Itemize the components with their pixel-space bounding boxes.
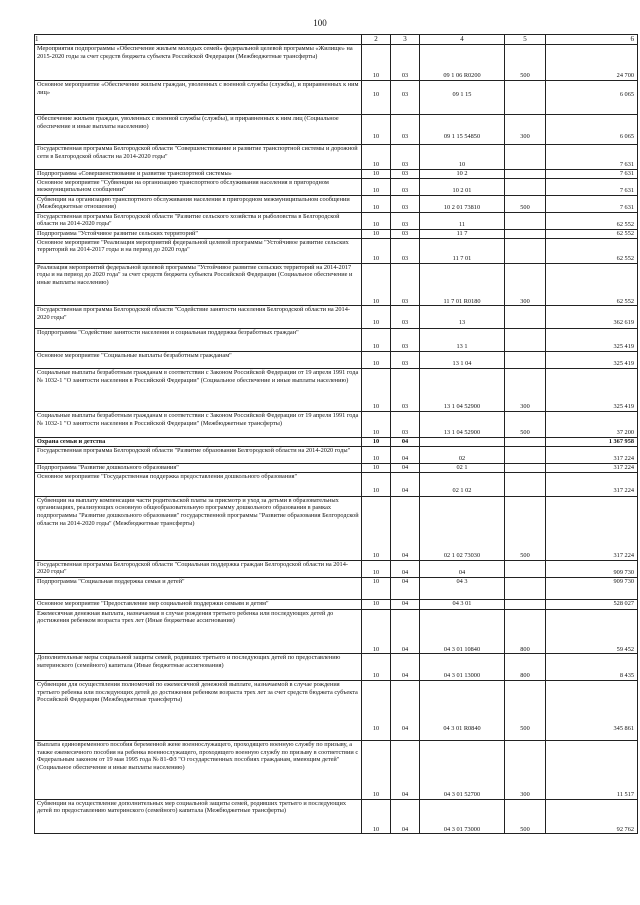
- cell-csr: 04: [420, 560, 505, 577]
- cell-csr: 13 1 04 52900: [420, 412, 505, 438]
- cell-r: 10: [362, 115, 391, 145]
- cell-sum: 7 631: [546, 178, 638, 195]
- cell-csr: 13 1: [420, 329, 505, 352]
- cell-vr: 500: [505, 412, 546, 438]
- header-row: [35, 35, 638, 45]
- header-cell: 2: [362, 35, 391, 45]
- cell-name: Государственная программа Белгородской области "Развитие сельского хозяйства и рыболовства в Белгородской области на 2014-2020 годы": [35, 212, 362, 229]
- cell-name: Субвенции для осуществления полномочий по ежемесячной денежной выплате, назначаемой в случае рождения третьего ребенка или последующих детей до достижения ребенком возраста трех лет за счет средств бюджета субъекта Российской Федерации (Межбюджетные трансферты): [35, 681, 362, 741]
- cell-pr: 04: [391, 463, 420, 472]
- table-row: [35, 496, 638, 560]
- cell-r: 10: [362, 560, 391, 577]
- cell-vr: 500: [505, 496, 546, 560]
- table-row: [35, 329, 638, 352]
- cell-vr: 500: [505, 799, 546, 834]
- cell-vr: [505, 463, 546, 472]
- table-row: [35, 306, 638, 329]
- cell-vr: 800: [505, 654, 546, 681]
- table-row: [35, 741, 638, 800]
- cell-csr: 02 1 02 73030: [420, 496, 505, 560]
- table-row: [35, 412, 638, 438]
- cell-pr: 03: [391, 329, 420, 352]
- cell-r: 10: [362, 599, 391, 609]
- cell-sum: 92 762: [546, 799, 638, 834]
- cell-csr: 04 3 01 13000: [420, 654, 505, 681]
- cell-vr: [505, 212, 546, 229]
- cell-r: 10: [362, 446, 391, 463]
- cell-vr: 800: [505, 609, 546, 654]
- cell-r: 10: [362, 238, 391, 263]
- cell-sum: 317 224: [546, 496, 638, 560]
- cell-r: 10: [362, 306, 391, 329]
- cell-csr: 13: [420, 306, 505, 329]
- table-row: [35, 609, 638, 654]
- cell-vr: [505, 329, 546, 352]
- cell-pr: 03: [391, 263, 420, 306]
- table-row: [35, 599, 638, 609]
- cell-name: Подпрограмма "Устойчивое развитие сельских территорий": [35, 229, 362, 238]
- cell-csr: 04 3 01 73000: [420, 799, 505, 834]
- cell-r: 10: [362, 437, 391, 446]
- cell-r: 10: [362, 212, 391, 229]
- cell-sum: 6 065: [546, 115, 638, 145]
- header-cell: 1: [35, 35, 362, 45]
- cell-r: 10: [362, 195, 391, 212]
- cell-pr: 03: [391, 145, 420, 170]
- cell-vr: [505, 472, 546, 496]
- cell-name: Подпрограмма "Содействие занятости населения и социальная поддержка безработных граждан": [35, 329, 362, 352]
- cell-name: Основное мероприятие "Государственная поддержка предоставления дошкольного образования": [35, 472, 362, 496]
- cell-csr: 04 3 01 10840: [420, 609, 505, 654]
- cell-name: Основное мероприятие "Предоставление мер социальной поддержки семьям и детям": [35, 599, 362, 609]
- cell-sum: 362 619: [546, 306, 638, 329]
- cell-name: Мероприятия подпрограммы «Обеспечение жильем молодых семей» федеральной целевой программы «Жилище» на 2015-2020 годы за счет средств бюджета субъекта Российской Федерации (Межбюджетные трансферты): [35, 45, 362, 81]
- table-row: [35, 45, 638, 81]
- cell-pr: 04: [391, 681, 420, 741]
- cell-vr: [505, 437, 546, 446]
- table-row: [35, 212, 638, 229]
- cell-r: 10: [362, 169, 391, 178]
- cell-vr: 500: [505, 681, 546, 741]
- cell-r: 10: [362, 472, 391, 496]
- cell-name: Реализация мероприятий федеральной целевой программы "Устойчивое развитие сельских территорий на 2014-2017 годы и на период до 2020 года" за счет средств бюджета субъекта Российской Федерации (Социальное обеспечение и иные выплаты населению): [35, 263, 362, 306]
- cell-r: 10: [362, 178, 391, 195]
- cell-sum: 909 730: [546, 577, 638, 599]
- cell-name: Основное мероприятие "Реализация мероприятий федеральной целевой программы "Устойчивое развитие сельских территорий на 2014-2017 годы и на период до 2020 года": [35, 238, 362, 263]
- cell-name: Дополнительные меры социальной защиты семей, родивших третьего и последующих детей по предоставлению материнского (семейного) капитала (Иные бюджетные ассигнования): [35, 654, 362, 681]
- cell-name: Основное мероприятие "Социальные выплаты безработным гражданам": [35, 352, 362, 369]
- table-row: [35, 463, 638, 472]
- cell-sum: 325 419: [546, 329, 638, 352]
- cell-r: 10: [362, 463, 391, 472]
- cell-pr: 04: [391, 741, 420, 800]
- cell-pr: 03: [391, 115, 420, 145]
- cell-name: Социальные выплаты безработным гражданам в соответствии с Законом Российской Федерации от 19 апреля 1991 года № 1032-1 "О занятости населения в Российской Федерации" (Межбюджетные трансферты): [35, 412, 362, 438]
- cell-r: 10: [362, 263, 391, 306]
- budget-table: [34, 34, 638, 834]
- cell-pr: 03: [391, 352, 420, 369]
- cell-pr: 04: [391, 654, 420, 681]
- cell-pr: 04: [391, 437, 420, 446]
- table-row: [35, 654, 638, 681]
- cell-pr: 04: [391, 799, 420, 834]
- cell-name: Социальные выплаты безработным гражданам в соответствии с Законом Российской Федерации от 19 апреля 1991 года № 1032-1 "О занятости населения в Российской Федерации" (Социальное обеспечение и иные выплаты населению): [35, 369, 362, 412]
- cell-csr: 09 1 06 R0200: [420, 45, 505, 81]
- cell-csr: 09 1 15: [420, 81, 505, 115]
- table-row: [35, 577, 638, 599]
- cell-sum: 8 435: [546, 654, 638, 681]
- cell-name: Основное мероприятие "Субвенции на организацию транспортного обслуживания населения в пригородном межмуниципальном сообщении": [35, 178, 362, 195]
- cell-csr: 13 1 04: [420, 352, 505, 369]
- cell-csr: 04 3 01 R0840: [420, 681, 505, 741]
- cell-r: 10: [362, 577, 391, 599]
- cell-sum: 59 452: [546, 609, 638, 654]
- table-row: [35, 799, 638, 834]
- cell-sum: 528 027: [546, 599, 638, 609]
- cell-r: 10: [362, 609, 391, 654]
- cell-pr: 04: [391, 599, 420, 609]
- cell-vr: 300: [505, 115, 546, 145]
- header-cell: 5: [505, 35, 546, 45]
- table-row: [35, 195, 638, 212]
- header-cell: 3: [391, 35, 420, 45]
- cell-pr: 04: [391, 577, 420, 599]
- table-row: [35, 263, 638, 306]
- cell-name: Ежемесячная денежная выплата, назначаемая в случае рождения третьего ребенка или последующих детей до достижения ребенком возраста трех лет (Иные бюджетные ассигнования): [35, 609, 362, 654]
- cell-pr: 04: [391, 496, 420, 560]
- table-row: [35, 437, 638, 446]
- cell-name: Государственная программа Белгородской области "Развитие образования Белгородской области на 2014-2020 годы": [35, 446, 362, 463]
- table-body: [35, 45, 638, 834]
- cell-csr: 13 1 04 52900: [420, 369, 505, 412]
- cell-sum: 325 419: [546, 369, 638, 412]
- cell-name: Государственная программа Белгородской области "Содействие занятости населения Белгородской области на 2014-2020 годы": [35, 306, 362, 329]
- cell-name: Подпрограмма «Совершенствование и развитие транспортной системы»: [35, 169, 362, 178]
- table-row: [35, 352, 638, 369]
- cell-sum: 7 631: [546, 169, 638, 178]
- cell-r: 10: [362, 229, 391, 238]
- table-row: [35, 178, 638, 195]
- cell-r: 10: [362, 145, 391, 170]
- cell-sum: 62 552: [546, 263, 638, 306]
- cell-vr: [505, 352, 546, 369]
- header-cell: 4: [420, 35, 505, 45]
- cell-csr: 02 1 02: [420, 472, 505, 496]
- cell-sum: 24 700: [546, 45, 638, 81]
- cell-sum: 7 631: [546, 145, 638, 170]
- cell-vr: [505, 145, 546, 170]
- cell-name: Субвенции на осуществление дополнительных мер социальной защиты семей, родивших третьего и последующих детей по предоставлению материнского (семейного) капитала (Межбюджетные трансферты): [35, 799, 362, 834]
- cell-pr: 03: [391, 81, 420, 115]
- cell-sum: 317 224: [546, 446, 638, 463]
- cell-name: Выплата единовременного пособия беременной жене военнослужащего, проходящего военную службу по призыву, а также ежемесячного пособия на ребенка военнослужащего, проходящего военную службу по призыву в соответствии с Федеральным законом от 19 мая 1995 года № 81-ФЗ "О государственных пособиях гражданам, имеющим детей" (Социальное обеспечение и иные выплаты населению): [35, 741, 362, 800]
- cell-pr: 03: [391, 238, 420, 263]
- cell-sum: 62 552: [546, 238, 638, 263]
- cell-sum: 37 200: [546, 412, 638, 438]
- cell-name: Основное мероприятие «Обеспечение жильем граждан, уволенных с военной службы (службы), и приравненных к ним лиц»: [35, 81, 362, 115]
- cell-sum: 62 552: [546, 212, 638, 229]
- cell-pr: 03: [391, 369, 420, 412]
- cell-csr: 04 3 01 52700: [420, 741, 505, 800]
- cell-pr: 03: [391, 212, 420, 229]
- cell-sum: 1 367 958: [546, 437, 638, 446]
- cell-vr: [505, 229, 546, 238]
- table-row: [35, 446, 638, 463]
- table-row: [35, 115, 638, 145]
- cell-pr: 03: [391, 178, 420, 195]
- cell-vr: [505, 238, 546, 263]
- cell-csr: 10 2 01: [420, 178, 505, 195]
- cell-csr: 04 3 01: [420, 599, 505, 609]
- cell-pr: 03: [391, 306, 420, 329]
- cell-name: Обеспечение жильем граждан, уволенных с военной службы (службы), и приравненных к ним лиц (Социальное обеспечение и иные выплаты населению): [35, 115, 362, 145]
- cell-r: 10: [362, 799, 391, 834]
- cell-pr: 04: [391, 446, 420, 463]
- table-row: [35, 560, 638, 577]
- cell-vr: [505, 306, 546, 329]
- cell-vr: 300: [505, 741, 546, 800]
- cell-sum: 6 065: [546, 81, 638, 115]
- cell-csr: 10: [420, 145, 505, 170]
- cell-sum: 11 517: [546, 741, 638, 800]
- table-row: [35, 472, 638, 496]
- cell-sum: 317 224: [546, 472, 638, 496]
- page-number: 100: [313, 18, 327, 28]
- table-row: [35, 369, 638, 412]
- cell-pr: 04: [391, 560, 420, 577]
- cell-sum: 62 552: [546, 229, 638, 238]
- cell-vr: [505, 577, 546, 599]
- cell-vr: [505, 446, 546, 463]
- cell-vr: 300: [505, 369, 546, 412]
- cell-r: 10: [362, 496, 391, 560]
- cell-pr: 03: [391, 195, 420, 212]
- cell-csr: 10 2 01 73810: [420, 195, 505, 212]
- cell-csr: 04 3: [420, 577, 505, 599]
- table-row: [35, 681, 638, 741]
- cell-sum: 325 419: [546, 352, 638, 369]
- cell-vr: 300: [505, 263, 546, 306]
- cell-vr: [505, 599, 546, 609]
- cell-name: Подпрограмма "Социальная поддержка семьи и детей": [35, 577, 362, 599]
- cell-r: 10: [362, 681, 391, 741]
- cell-vr: 500: [505, 195, 546, 212]
- cell-csr: 11: [420, 212, 505, 229]
- cell-r: 10: [362, 81, 391, 115]
- cell-vr: [505, 81, 546, 115]
- cell-r: 10: [362, 352, 391, 369]
- cell-name: Государственная программа Белгородской области "Социальная поддержка граждан Белгородской области на 2014-2020 годы": [35, 560, 362, 577]
- cell-r: 10: [362, 45, 391, 81]
- cell-name: Субвенции на организацию транспортного обслуживания населения в пригородном межмуниципальном сообщении (Межбюджетные отношения): [35, 195, 362, 212]
- table-row: [35, 145, 638, 170]
- cell-csr: [420, 437, 505, 446]
- cell-pr: 04: [391, 472, 420, 496]
- cell-sum: 909 730: [546, 560, 638, 577]
- cell-pr: 03: [391, 229, 420, 238]
- table-row: [35, 169, 638, 178]
- cell-vr: [505, 178, 546, 195]
- cell-sum: 317 224: [546, 463, 638, 472]
- cell-csr: 02 1: [420, 463, 505, 472]
- cell-pr: 04: [391, 609, 420, 654]
- cell-name: Государственная программа Белгородской области "Совершенствование и развитие транспортной системы и дорожной сети в Белгородской области на 2014-2020 годы": [35, 145, 362, 170]
- cell-csr: 11 7 01 R0180: [420, 263, 505, 306]
- cell-csr: 09 1 15 54850: [420, 115, 505, 145]
- cell-r: 10: [362, 369, 391, 412]
- cell-csr: 11 7: [420, 229, 505, 238]
- cell-csr: 11 7 01: [420, 238, 505, 263]
- cell-sum: 7 631: [546, 195, 638, 212]
- cell-name: Субвенции на выплату компенсации части родительской платы за присмотр и уход за детьми в образовательных организациях, реализующих основную общеобразовательную программу дошкольного образования в рамках подпрограммы "Развитие дошкольного образования" государственной программы "Развитие образования Белгородской области на 2014-2020 годы" (Межбюджетные трансферты): [35, 496, 362, 560]
- header-cell: 6: [546, 35, 638, 45]
- cell-r: 10: [362, 741, 391, 800]
- cell-pr: 03: [391, 169, 420, 178]
- cell-r: 10: [362, 329, 391, 352]
- cell-vr: [505, 560, 546, 577]
- cell-name: Подпрограмма "Развитие дошкольного образования": [35, 463, 362, 472]
- table-row: [35, 81, 638, 115]
- cell-csr: 02: [420, 446, 505, 463]
- cell-sum: 345 861: [546, 681, 638, 741]
- cell-csr: 10 2: [420, 169, 505, 178]
- cell-vr: [505, 169, 546, 178]
- cell-pr: 03: [391, 412, 420, 438]
- cell-vr: 500: [505, 45, 546, 81]
- cell-name: Охрана семьи и детства: [35, 437, 362, 446]
- table-row: [35, 229, 638, 238]
- cell-r: 10: [362, 654, 391, 681]
- cell-r: 10: [362, 412, 391, 438]
- cell-pr: 03: [391, 45, 420, 81]
- table-row: [35, 238, 638, 263]
